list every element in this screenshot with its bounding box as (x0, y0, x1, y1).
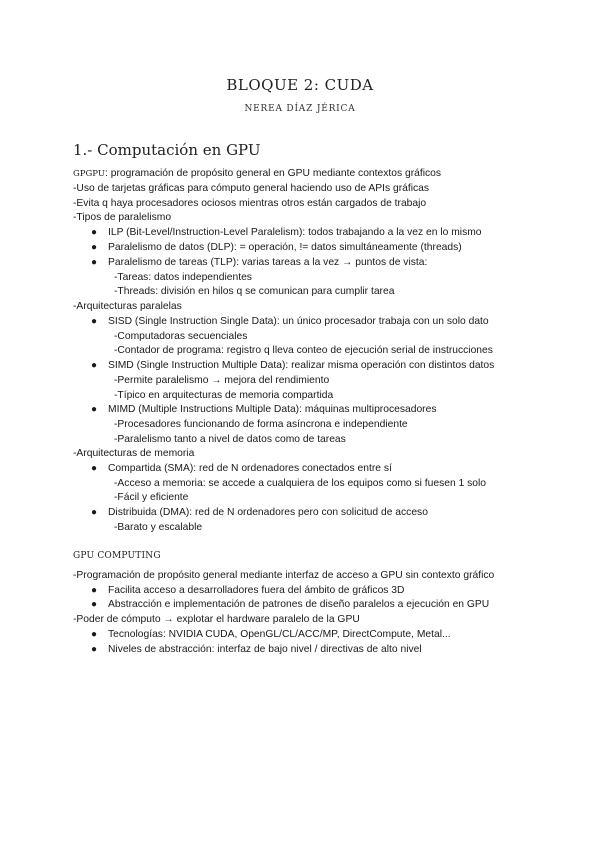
bullet-icon: ● (91, 316, 98, 327)
sub-item: -Procesadores funcionando de forma asíncrona e independiente (114, 419, 408, 430)
text-line: -Arquitecturas de memoria (73, 448, 195, 459)
sub-item: -Contador de programa: registro q lleva conteo de ejecución serial de instrucciones (114, 345, 493, 356)
document-title: BLOQUE 2: CUDA (226, 76, 374, 94)
sub-item: -Computadoras secuenciales (114, 331, 248, 342)
list-item: MIMD (Multiple Instructions Multiple Data): máquinas multiprocesadores (108, 404, 437, 415)
list-item: Tecnologías: NVIDIA CUDA, OpenGL/CL/ACC/MP, DirectCompute, Metal... (108, 629, 451, 640)
bullet-icon: ● (91, 242, 98, 253)
bullet-icon: ● (91, 644, 98, 655)
section-heading: 1.- Computación en GPU (73, 141, 261, 159)
list-item: Paralelismo de tareas (TLP): varias tareas a la vez → puntos de vista: (108, 257, 428, 268)
text-line: -Tipos de paralelismo (73, 212, 172, 223)
bullet-icon: ● (91, 227, 98, 238)
list-item: Abstracción e implementación de patrones de diseño paralelos a ejecución en GPU (108, 599, 490, 610)
list-item: SISD (Single Instruction Single Data): un único procesador trabaja con un solo dato (108, 316, 489, 327)
list-item: Compartida (SMA): red de N ordenadores conectados entre sí (108, 463, 392, 474)
list-item: SIMD (Single Instruction Multiple Data): realizar misma operación con distintos datos (108, 360, 495, 371)
bullet-icon: ● (91, 507, 98, 518)
author-name: NEREA DÍAZ JÉRICA (244, 104, 356, 114)
text-line: -Programación de propósito general mediante interfaz de acceso a GPU sin contexto gráfico (73, 570, 495, 581)
sub-item: -Threads: división en hilos q se comunican para cumplir tarea (114, 286, 395, 297)
bullet-icon: ● (91, 629, 98, 640)
bullet-icon: ● (91, 404, 98, 415)
list-item: Distribuida (DMA): red de N ordenadores pero con solicitud de acceso (108, 507, 428, 518)
bullet-icon: ● (91, 599, 98, 610)
sub-item: -Fácil y eficiente (114, 492, 189, 503)
text-line: -Evita q haya procesadores ociosos mientras otros están cargados de trabajo (73, 198, 427, 209)
bullet-icon: ● (91, 585, 98, 596)
bullet-icon: ● (91, 360, 98, 371)
gpgpu-term: GPGPU (73, 169, 106, 179)
text-line: -Uso de tarjetas gráficas para cómputo general haciendo uso de APIs gráficas (73, 183, 430, 194)
sub-item: -Permite paralelismo → mejora del rendimiento (114, 375, 330, 386)
sub-item: -Acceso a memoria: se accede a cualquiera de los equipos como si fuesen 1 solo (114, 478, 487, 489)
bullet-icon: ● (91, 257, 98, 268)
list-item: ILP (Bit-Level/Instruction-Level Paralelism): todos trabajando a la vez en lo mismo (108, 227, 482, 238)
list-item: Paralelismo de datos (DLP): = operación, != datos simultáneamente (threads) (108, 242, 462, 253)
text-line: -Arquitecturas paralelas (73, 301, 182, 312)
intro-text: : programación de propósito general en GPU mediante contextos gráficos (105, 168, 442, 179)
bullet-icon: ● (91, 463, 98, 474)
text-line: -Poder de cómputo → explotar el hardware paralelo de la GPU (73, 614, 360, 625)
sub-item: -Barato y escalable (114, 522, 203, 533)
list-item: Niveles de abstracción: interfaz de bajo nivel / directivas de alto nivel (108, 644, 422, 655)
list-item: Facilita acceso a desarrolladores fuera del ámbito de gráficos 3D (108, 585, 405, 596)
subsection-heading: GPU COMPUTING (73, 551, 161, 561)
sub-item: -Tareas: datos independientes (114, 272, 252, 283)
sub-item: -Paralelismo tanto a nivel de datos como de tareas (114, 434, 346, 445)
intro-line (73, 168, 441, 180)
sub-item: -Típico en arquitecturas de memoria compartida (114, 390, 334, 401)
